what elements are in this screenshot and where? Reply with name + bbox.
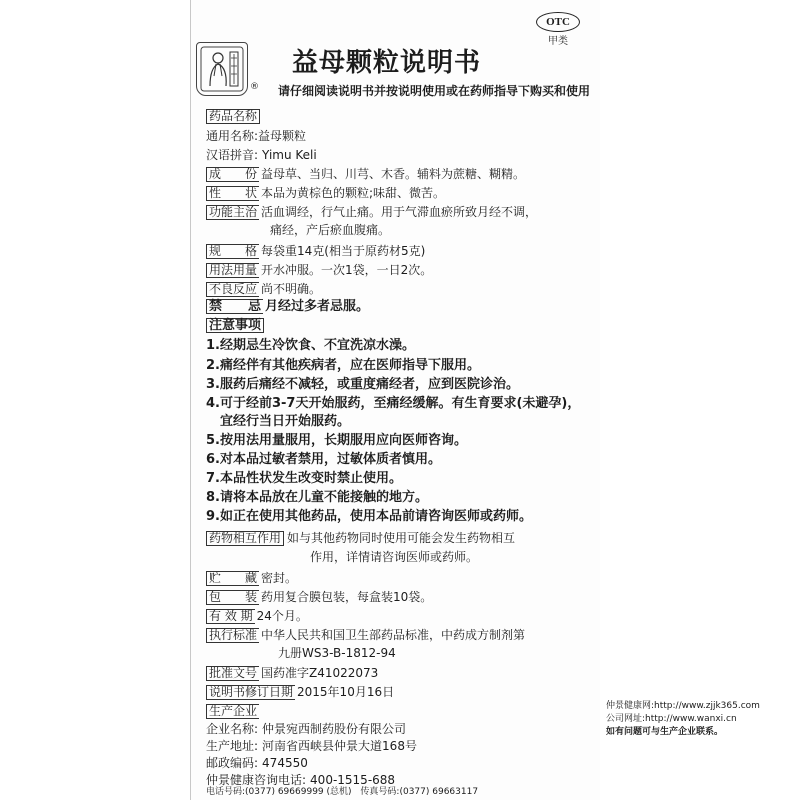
health-site-row — [606, 700, 794, 713]
generic-name-value: 益母颗粒 — [258, 129, 307, 143]
ingredients-label: 成 份 — [206, 167, 259, 182]
interaction-row — [206, 530, 515, 546]
appearance-row — [206, 185, 445, 201]
standard-value-2: 九册WS3-B-1812-94 — [278, 646, 396, 660]
drug-name-section: 药品名称 — [206, 109, 260, 124]
manufacturer-section: 生产企业 — [206, 704, 259, 719]
precaution-item: 9.如正在使用其他药品，使用本品前请咨询医师或药师。 — [206, 509, 532, 524]
precaution-item: 3.服药后痛经不减轻，或重度痛经者，应到医院诊治。 — [206, 377, 519, 392]
standard-row — [206, 627, 525, 643]
precaution-item-cont: 宜经行当日开始服药。 — [220, 414, 351, 429]
interaction-label: 药物相互作用 — [206, 531, 284, 546]
hotline-value: 400-1515-688 — [310, 773, 396, 787]
approval-row — [206, 665, 378, 681]
generic-name-row — [206, 128, 306, 144]
phone-value: (0377) 69669999 (总机) — [245, 787, 352, 797]
adverse-label: 不良反应 — [206, 282, 259, 297]
brand-logo-icon — [196, 42, 248, 96]
page-subtitle: 请仔细阅读说明书并按说明使用或在药师指导下购买和使用 — [278, 84, 591, 98]
indications-value-2: 痛经，产后瘀血腹痛。 — [270, 223, 391, 237]
drug-name-heading — [206, 108, 263, 124]
footer-note: 如有问题可与生产企业联系。 — [606, 727, 724, 737]
precautions-section: 注意事项 — [206, 318, 264, 333]
contraindications-value: 月经过多者忌服。 — [265, 299, 370, 314]
fax-value: (0377) 69663117 — [399, 787, 479, 797]
indications-row — [206, 204, 537, 220]
company-name-label: 企业名称: — [206, 722, 259, 736]
revision-row — [206, 684, 394, 700]
standard-row-cont — [278, 645, 396, 661]
address-label: 生产地址: — [206, 739, 259, 753]
usage-value: 开水冲服。一次1袋，一日2次。 — [261, 263, 433, 277]
spec-row — [206, 243, 425, 259]
precaution-item: 7.本品性状发生改变时禁止使用。 — [206, 471, 402, 486]
company-site-row — [606, 713, 794, 726]
usage-row — [206, 262, 432, 278]
generic-name-label: 通用名称: — [206, 129, 259, 143]
storage-label: 贮 藏 — [206, 571, 259, 586]
approval-value: 国药准字Z41022073 — [261, 666, 379, 680]
interaction-value-1: 如与其他药物同时使用可能会发生药物相互 — [287, 531, 516, 545]
validity-value: 24个月。 — [256, 609, 308, 623]
company-name-row — [206, 721, 406, 737]
revision-value: 2015年10月16日 — [297, 685, 395, 699]
contraindications-row — [206, 299, 369, 315]
indications-label: 功能主治 — [206, 205, 259, 220]
pinyin-row — [206, 147, 317, 163]
contact-extra — [606, 700, 794, 739]
health-site-value[interactable]: http://www.zjjk365.com — [654, 701, 760, 711]
adverse-row — [206, 281, 321, 297]
interaction-value-2: 作用，详情请咨询医师或药师。 — [310, 550, 479, 564]
validity-row — [206, 608, 308, 624]
adverse-value: 尚不明确。 — [261, 282, 322, 296]
precaution-item: 5.按用法用量服用，长期服用应向医师咨询。 — [206, 433, 467, 448]
revision-label: 说明书修订日期 — [206, 685, 295, 700]
health-site-label: 仲景健康网: — [606, 701, 655, 711]
indications-row-cont — [270, 222, 390, 238]
interaction-row-cont — [310, 549, 478, 565]
address-value: 河南省西峡县仲景大道168号 — [262, 739, 417, 753]
indications-value-1: 活血调经，行气止痛。用于气滞血瘀所致月经不调， — [261, 205, 538, 219]
spec-value: 每袋重14克(相当于原药材5克) — [261, 244, 426, 258]
company-site-label: 公司网址: — [606, 714, 646, 724]
postcode-label: 邮政编码: — [206, 756, 259, 770]
manufacturer-heading — [206, 703, 261, 719]
page-title: 益母颗粒说明书 — [292, 48, 482, 78]
ingredients-row — [206, 166, 525, 182]
hotline-label: 仲景健康咨询电话: — [206, 773, 307, 787]
storage-row — [206, 570, 297, 586]
package-value: 药用复合膜包装，每盒装10袋。 — [261, 590, 433, 604]
ingredients-value: 益母草、当归、川芎、木香。辅料为蔗糖、糊精。 — [261, 167, 526, 181]
contact-tail — [206, 786, 478, 798]
precaution-item: 6.对本品过敏者禁用，过敏体质者慎用。 — [206, 452, 441, 467]
precaution-item: 1.经期忌生冷饮食、不宜洗凉水澡。 — [206, 338, 415, 353]
package-row — [206, 589, 432, 605]
validity-label: 有 效 期 — [206, 609, 255, 624]
usage-label: 用法用量 — [206, 263, 259, 278]
phone-label: 电话号码: — [206, 787, 246, 797]
precautions-heading — [206, 318, 267, 334]
registered-mark: ® — [250, 82, 259, 92]
otc-badge: OTC — [536, 12, 580, 32]
standard-value-1: 中华人民共和国卫生部药品标准，中药成方制剂第 — [261, 628, 526, 642]
precaution-item: 8.请将本品放在儿童不能接触的地方。 — [206, 490, 428, 505]
appearance-value: 本品为黄棕色的颗粒;味甜、微苦。 — [261, 186, 446, 200]
pinyin-value: Yimu Keli — [262, 148, 317, 162]
spec-label: 规 格 — [206, 244, 259, 259]
postcode-row — [206, 755, 308, 771]
pinyin-label: 汉语拼音: — [206, 148, 259, 162]
precaution-item: 2.痛经伴有其他疾病者，应在医师指导下服用。 — [206, 358, 480, 373]
precaution-item: 4.可于经前3-7天开始服药，至痛经缓解。有生育要求(未避孕)， — [206, 396, 581, 411]
contraindications-label: 禁 忌 — [206, 299, 263, 314]
fax-label: 传真号码: — [360, 787, 400, 797]
otc-class: 甲类 — [548, 36, 568, 47]
approval-label: 批准文号 — [206, 666, 259, 681]
storage-value: 密封。 — [261, 571, 298, 585]
package-label: 包 装 — [206, 590, 259, 605]
appearance-label: 性 状 — [206, 186, 259, 201]
standard-label: 执行标准 — [206, 628, 259, 643]
company-site-value[interactable]: http://www.wanxi.cn — [645, 714, 737, 724]
address-row — [206, 738, 417, 754]
sheet-edge — [190, 0, 191, 800]
postcode-value: 474550 — [262, 756, 308, 770]
company-name-value: 仲景宛西制药股份有限公司 — [262, 722, 407, 736]
